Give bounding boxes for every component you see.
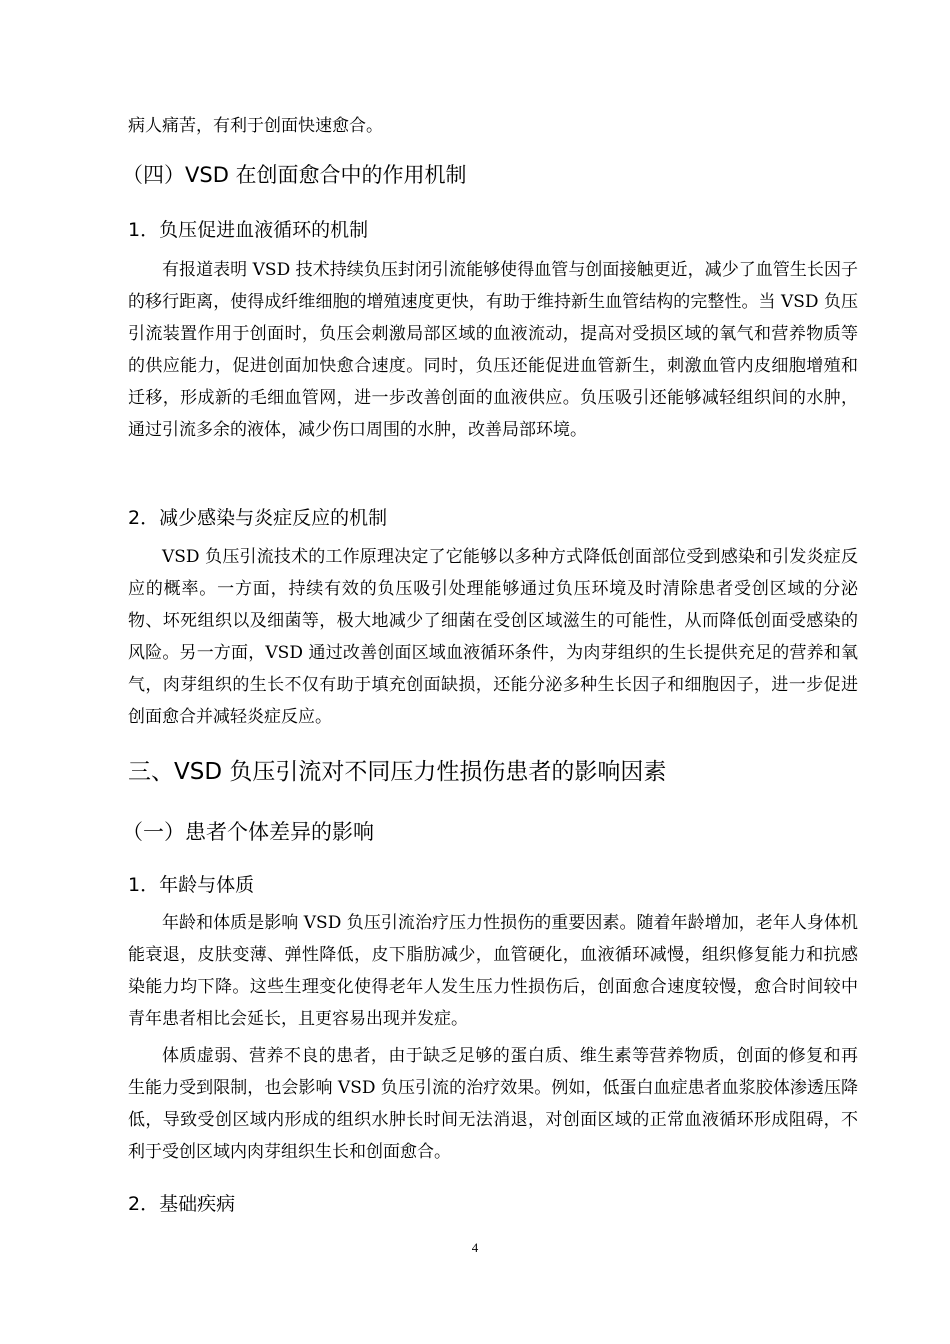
paragraph-age-2: 体质虚弱、营养不良的患者，由于缺乏足够的蛋白质、维生素等营养物质，创面的修复和再生能力受到限制，也会影响 VSD 负压引流的治疗效果。例如，低蛋白血症患者血浆胶体渗透压降低，导致受创区域内形成的组织水肿长时间无法消退，对创面区域的正常血液循环形成阻碍，不利于受创区域内肉芽组织生长和创面愈合。 — [128, 1046, 858, 1162]
section-heading-4: （四）VSD 在创面愈合中的作用机制 — [122, 163, 467, 187]
subsection-heading-disease: 2．基础疾病 — [128, 1193, 236, 1215]
subsection-heading-4-2: 2．减少感染与炎症反应的机制 — [128, 507, 388, 529]
chapter-heading-3: 三、VSD 负压引流对不同压力性损伤患者的影响因素 — [128, 759, 667, 785]
paragraph-continued: 病人痛苦，有利于创面快速愈合。 — [128, 116, 383, 136]
paragraph-4-1: 有报道表明 VSD 技术持续负压封闭引流能够使得血管与创面接触更近，减少了血管生长因子的移行距离，使得成纤维细胞的增殖速度更快，有助于维持新生血管结构的完整性。当 VSD 负压引流装置作用于创面时，负压会刺激局部区域的血液流动，提高对受损区域的氧气和营养物质等的供应能力，促进创面加快愈合速度。同时，负压还能促进血管新生，刺激血管内皮细胞增殖和迁移，形成新的毛细血管网，进一步改善创面的血液供应。负压吸引还能够减轻组织间的水肿，通过引流多余的液体，减少伤口周围的水肿，改善局部环境。 — [128, 260, 858, 440]
page-number: 4 — [471, 1240, 479, 1255]
section-heading-3-1: （一）患者个体差异的影响 — [122, 820, 374, 844]
subsection-heading-age: 1．年龄与体质 — [128, 874, 255, 896]
subsection-heading-4-1: 1．负压促进血液循环的机制 — [128, 219, 369, 241]
paragraph-age-1: 年龄和体质是影响 VSD 负压引流治疗压力性损伤的重要因素。随着年龄增加，老年人身体机能衰退，皮肤变薄、弹性降低，皮下脂肪减少，血管硬化，血液循环减慢，组织修复能力和抗感染能力均下降。这些生理变化使得老年人发生压力性损伤后，创面愈合速度较慢，愈合时间较中青年患者相比会延长，且更容易出现并发症。 — [128, 913, 858, 1029]
paragraph-4-2: VSD 负压引流技术的工作原理决定了它能够以多种方式降低创面部位受到感染和引发炎症反应的概率。一方面，持续有效的负压吸引处理能够通过负压环境及时清除患者受创区域的分泌物、坏死组织以及细菌等，极大地减少了细菌在受创区域滋生的可能性，从而降低创面受感染的风险。另一方面，VSD 通过改善创面区域血液循环条件，为肉芽组织的生长提供充足的营养和氧气，肉芽组织的生长不仅有助于填充创面缺损，还能分泌多种生长因子和细胞因子，进一步促进创面愈合并减轻炎症反应。 — [128, 547, 858, 727]
